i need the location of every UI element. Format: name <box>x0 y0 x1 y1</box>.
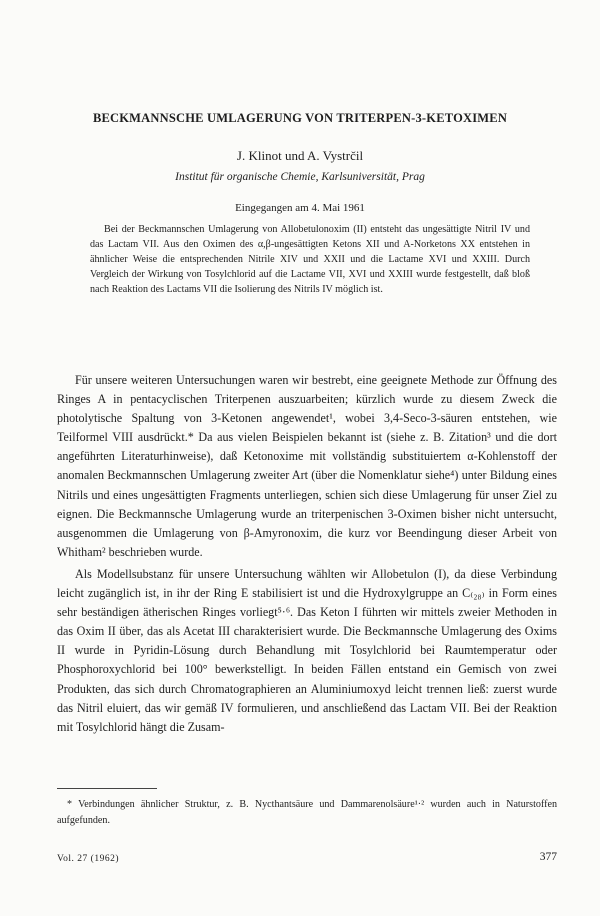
body-paragraph-1: Für unsere weiteren Untersuchungen waren wir bestrebt, eine geeignete Methode zur Öffnung des Ringes A in pentacyclischen Triterpenen auszuarbeiten; kürzlich wurde zu diesem Zweck die photolytische Spaltung von 3-Ketonen angewendet¹, wobei 3,4-Seco-3-säuren entstehen, wie Teilformel VIII ausdrückt.* Da aus vielen Beispielen bekannt ist (siehe z. B. Zitation³ und die dort angeführten Literaturhinweise), daß Ketonoxime mit vollständig substituiertem α-Kohlenstoff der anomalen Beckmannschen Umlagerung zweiter Art (über die Nomenklatur siehe⁴) unter Bildung eines Nitrils und eines ungesättigten Fragments unterliegen, schien sich diese Umlagerung für unser Ziel zu eignen. Die Beckmannsche Umlagerung wurde an triterpenischen 3-Oximen bisher nicht untersucht, ausgenommen die Umlagerung von β-Amyronoxim, die kurz vor Beendingung dieser Arbeit von Whitham² beschrieben wurde. <box>57 373 557 559</box>
received-date: Eingegangen am 4. Mai 1961 <box>235 202 365 214</box>
page-number: 377 <box>539 851 557 863</box>
body-paragraph-2: Als Modellsubstanz für unsere Untersuchung wählten wir Allobetulon (I), da diese Verbindung leicht zugänglich ist, in ihr der Ring E stabilisiert ist und die Hydroxylgruppe an C₍₂₈₎ in Form eines sehr beständigen ätherischen Ringes vorliegt⁵·⁶. Das Keton I führten wir mittels zweier Methoden in das Oxim II über, das als Acetat III charakterisiert wurde. Die Beckmannsche Umlagerung des Oxims II wurde in Pyridin-Lösung durch Behandlung mit Tosylchlorid bei Raumtemperatur oder Phosphoroxychlorid bei 100° bewerkstelligt. In beiden Fällen entstand ein Gemisch von zwei Produkten, das sich durch Chromatographieren an Aluminiumoxyd leicht trennen ließ: zuerst wurde das Nitril eluiert, das wir gemäß IV formulieren, und anschließend das Lactam VII. Bei der Reaktion mit Tosylchlorid hängt die Zusam- <box>57 566 557 734</box>
article-authors: J. Klinot und A. Vystrčil <box>236 148 364 163</box>
article-title: BECKMANNSCHE UMLAGERUNG VON TRITERPEN-3-KETOXIMEN <box>92 111 508 125</box>
author-institution: Institut für organische Chemie, Karlsuniversität, Prag <box>175 171 425 183</box>
journal-volume: Vol. 27 (1962) <box>57 854 119 864</box>
main-text <box>57 371 557 737</box>
footnote-divider <box>57 788 157 789</box>
footnote: * Verbindungen ähnlicher Struktur, z. B. Nycthantsäure und Dammarenolsäure¹·² wurden auch in Naturstoffen aufgefunden. <box>57 799 557 826</box>
abstract: Bei der Beckmannschen Umlagerung von Allobetulonoxim (II) entsteht das ungesättigte Nitril IV und das Lactam VII. Aus den Oximen des α,β-ungesättigten Ketons XII und A-Norketons XX entstehen in ähnlicher Weise die entsprechenden Nitrile XIV und XXII und die Lactame XVI und XXIII. Durch Vergleich der Wirkung von Tosylchlorid auf die Lactame VII, XVI und XXIII wurde festgestellt, daß bloß nach Reaktion des Lactams VII die Isolierung des Nitrils IV möglich ist. <box>90 224 530 296</box>
